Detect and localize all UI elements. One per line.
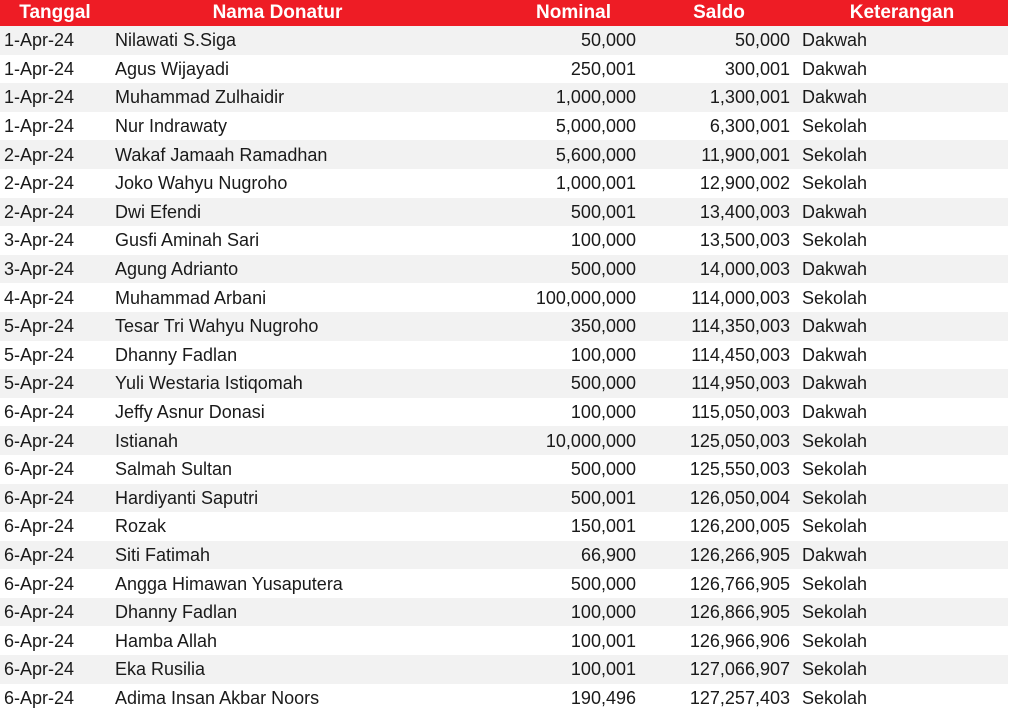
cell-nama-donatur[interactable]: Nur Indrawaty: [115, 116, 228, 137]
cell-tanggal[interactable]: 3-Apr-24: [4, 230, 75, 251]
cell-tanggal[interactable]: 6-Apr-24: [4, 687, 75, 708]
table-row: [0, 283, 1008, 312]
cell-tanggal[interactable]: 5-Apr-24: [4, 316, 75, 337]
table-header: [0, 0, 1008, 26]
cell-nama-donatur[interactable]: Rozak: [115, 516, 167, 537]
cell-nominal[interactable]: 500,001: [570, 487, 636, 508]
cell-nama-donatur[interactable]: Tesar Tri Wahyu Nugroho: [115, 316, 319, 337]
cell-tanggal[interactable]: 6-Apr-24: [4, 630, 75, 651]
cell-keterangan[interactable]: Dakwah: [802, 30, 868, 51]
cell-keterangan[interactable]: Sekolah: [802, 287, 868, 308]
cell-nama-donatur[interactable]: Dwi Efendi: [115, 201, 202, 222]
cell-nama-donatur[interactable]: Hardiyanti Saputri: [115, 487, 259, 508]
table-row: [0, 569, 1008, 598]
cell-saldo[interactable]: 126,866,905: [689, 602, 790, 623]
cell-saldo[interactable]: 114,950,003: [691, 373, 790, 394]
cell-keterangan[interactable]: Dakwah: [802, 344, 868, 365]
cell-keterangan[interactable]: Sekolah: [802, 659, 868, 680]
cell-keterangan[interactable]: Sekolah: [802, 116, 868, 137]
cell-keterangan[interactable]: Sekolah: [802, 687, 868, 708]
table-row: [0, 198, 1008, 227]
cell-nominal[interactable]: 500,001: [570, 201, 636, 222]
cell-tanggal[interactable]: 1-Apr-24: [4, 58, 75, 79]
cell-keterangan[interactable]: Dakwah: [802, 544, 868, 565]
cell-tanggal[interactable]: 1-Apr-24: [4, 116, 75, 137]
cell-nama-donatur[interactable]: Siti Fatimah: [115, 544, 211, 565]
table-row: [0, 598, 1008, 627]
cell-nominal[interactable]: 250,001: [570, 58, 636, 79]
table-row: [0, 484, 1008, 513]
cell-nama-donatur[interactable]: Eka Rusilia: [115, 659, 206, 680]
cell-nama-donatur[interactable]: Angga Himawan Yusaputera: [115, 573, 343, 594]
table-row: [0, 83, 1008, 112]
cell-saldo[interactable]: 125,050,003: [689, 430, 790, 451]
cell-tanggal[interactable]: 6-Apr-24: [4, 544, 75, 565]
table-row: [0, 455, 1008, 484]
cell-nama-donatur[interactable]: Salmah Sultan: [115, 459, 233, 480]
table-row: [0, 684, 1008, 713]
table-row: [0, 398, 1008, 427]
cell-tanggal[interactable]: 4-Apr-24: [4, 287, 75, 308]
table-row: [0, 55, 1008, 84]
cell-nominal[interactable]: 100,000: [570, 344, 636, 365]
cell-saldo[interactable]: 13,400,003: [699, 201, 790, 222]
cell-keterangan[interactable]: Dakwah: [802, 373, 868, 394]
cell-nominal[interactable]: 100,000: [570, 402, 636, 423]
cell-keterangan[interactable]: Sekolah: [802, 602, 868, 623]
cell-keterangan[interactable]: Dakwah: [802, 201, 868, 222]
table-row: [0, 226, 1008, 255]
cell-nominal[interactable]: 66,900: [580, 544, 636, 565]
cell-nominal[interactable]: 350,000: [570, 316, 636, 337]
cell-tanggal[interactable]: 1-Apr-24: [4, 87, 75, 108]
cell-tanggal[interactable]: 6-Apr-24: [4, 516, 75, 537]
cell-nama-donatur[interactable]: Jeffy Asnur Donasi: [115, 402, 265, 423]
cell-saldo[interactable]: 126,050,004: [689, 487, 790, 508]
cell-nama-donatur[interactable]: Yuli Westaria Istiqomah: [115, 373, 303, 394]
cell-saldo[interactable]: 114,000,003: [691, 287, 790, 308]
cell-keterangan[interactable]: Sekolah: [802, 459, 868, 480]
cell-tanggal[interactable]: 1-Apr-24: [4, 30, 75, 51]
cell-nominal[interactable]: 1,000,000: [555, 87, 636, 108]
cell-tanggal[interactable]: 5-Apr-24: [4, 373, 75, 394]
cell-nama-donatur[interactable]: Hamba Allah: [115, 630, 218, 651]
table-row: [0, 26, 1008, 55]
cell-keterangan[interactable]: Sekolah: [802, 630, 868, 651]
cell-tanggal[interactable]: 6-Apr-24: [4, 659, 75, 680]
cell-saldo[interactable]: 114,350,003: [691, 316, 790, 337]
cell-keterangan[interactable]: Sekolah: [802, 144, 868, 165]
cell-keterangan[interactable]: Sekolah: [802, 573, 868, 594]
cell-tanggal[interactable]: 6-Apr-24: [4, 459, 75, 480]
cell-nominal[interactable]: 500,000: [570, 259, 636, 280]
table-row: [0, 255, 1008, 284]
cell-saldo[interactable]: 14,000,003: [699, 259, 790, 280]
cell-tanggal[interactable]: 6-Apr-24: [4, 487, 75, 508]
header-nominal[interactable]: Nominal: [536, 2, 611, 23]
cell-tanggal[interactable]: 6-Apr-24: [4, 430, 75, 451]
cell-nama-donatur[interactable]: Gusfi Aminah Sari: [115, 230, 260, 251]
cell-nominal[interactable]: 1,000,001: [555, 173, 636, 194]
cell-nominal[interactable]: 150,001: [570, 516, 636, 537]
cell-nominal[interactable]: 100,001: [570, 630, 636, 651]
table-body: [0, 26, 1008, 712]
header-saldo[interactable]: Saldo: [693, 2, 745, 23]
table-row: [0, 512, 1008, 541]
cell-saldo[interactable]: 11,900,001: [701, 144, 790, 165]
cell-nominal[interactable]: 100,000,000: [535, 287, 636, 308]
cell-nama-donatur[interactable]: Wakaf Jamaah Ramadhan: [115, 144, 328, 165]
header-keterangan[interactable]: Keterangan: [849, 2, 955, 23]
cell-nominal[interactable]: 100,001: [570, 659, 636, 680]
cell-tanggal[interactable]: 6-Apr-24: [4, 402, 75, 423]
table-row: [0, 655, 1008, 684]
cell-nama-donatur[interactable]: Istianah: [115, 430, 179, 451]
cell-saldo[interactable]: 6,300,001: [709, 116, 790, 137]
cell-tanggal[interactable]: 3-Apr-24: [4, 259, 75, 280]
cell-saldo[interactable]: 126,200,005: [689, 516, 790, 537]
cell-nama-donatur[interactable]: Agus Wijayadi: [115, 58, 230, 79]
header-tanggal[interactable]: Tanggal: [19, 2, 91, 23]
cell-keterangan[interactable]: Dakwah: [802, 259, 868, 280]
cell-keterangan[interactable]: Sekolah: [802, 516, 868, 537]
table-row: [0, 426, 1008, 455]
cell-nominal[interactable]: 100,000: [570, 230, 636, 251]
cell-keterangan[interactable]: Dakwah: [802, 87, 868, 108]
cell-nominal[interactable]: 500,000: [570, 373, 636, 394]
cell-saldo[interactable]: 127,257,403: [689, 687, 790, 708]
cell-saldo[interactable]: 127,066,907: [689, 659, 790, 680]
cell-saldo[interactable]: 300,001: [724, 58, 790, 79]
table-row: [0, 341, 1008, 370]
cell-tanggal[interactable]: 5-Apr-24: [4, 344, 75, 365]
table-row: [0, 112, 1008, 141]
cell-tanggal[interactable]: 2-Apr-24: [4, 201, 75, 222]
table-row: [0, 169, 1008, 198]
cell-nama-donatur[interactable]: Joko Wahyu Nugroho: [115, 173, 288, 194]
cell-saldo[interactable]: 1,300,001: [709, 87, 790, 108]
header-nama-donatur[interactable]: Nama Donatur: [212, 2, 343, 23]
cell-nama-donatur[interactable]: Nilawati S.Siga: [115, 30, 237, 51]
cell-nominal[interactable]: 5,600,000: [555, 144, 636, 165]
cell-nama-donatur[interactable]: Muhammad Arbani: [115, 287, 267, 308]
cell-nama-donatur[interactable]: Dhanny Fadlan: [115, 344, 238, 365]
table-row: [0, 369, 1008, 398]
cell-keterangan[interactable]: Sekolah: [802, 487, 868, 508]
cell-saldo[interactable]: 50,000: [734, 30, 790, 51]
cell-saldo[interactable]: 115,050,003: [691, 402, 790, 423]
cell-keterangan[interactable]: Dakwah: [802, 58, 868, 79]
table-row: [0, 312, 1008, 341]
table-row: [0, 541, 1008, 570]
cell-nominal[interactable]: 500,000: [570, 573, 636, 594]
cell-saldo[interactable]: 125,550,003: [689, 459, 790, 480]
cell-tanggal[interactable]: 2-Apr-24: [4, 144, 75, 165]
cell-nominal[interactable]: 5,000,000: [555, 116, 636, 137]
cell-nama-donatur[interactable]: Muhammad Zulhaidir: [115, 87, 285, 108]
table-row: [0, 140, 1008, 169]
cell-nama-donatur[interactable]: Agung Adrianto: [115, 259, 239, 280]
table-row: [0, 626, 1008, 655]
cell-keterangan[interactable]: Sekolah: [802, 430, 868, 451]
cell-nominal[interactable]: 190,496: [570, 687, 636, 708]
cell-keterangan[interactable]: Dakwah: [802, 402, 868, 423]
cell-nominal[interactable]: 10,000,000: [545, 430, 636, 451]
cell-saldo[interactable]: 114,450,003: [691, 344, 790, 365]
cell-nominal[interactable]: 50,000: [580, 30, 636, 51]
cell-nama-donatur[interactable]: Dhanny Fadlan: [115, 602, 238, 623]
cell-tanggal[interactable]: 6-Apr-24: [4, 602, 75, 623]
cell-tanggal[interactable]: 6-Apr-24: [4, 573, 75, 594]
cell-saldo[interactable]: 12,900,002: [699, 173, 790, 194]
cell-keterangan[interactable]: Sekolah: [802, 230, 868, 251]
cell-nominal[interactable]: 500,000: [570, 459, 636, 480]
cell-nominal[interactable]: 100,000: [570, 602, 636, 623]
cell-keterangan[interactable]: Dakwah: [802, 316, 868, 337]
cell-keterangan[interactable]: Sekolah: [802, 173, 868, 194]
cell-saldo[interactable]: 13,500,003: [699, 230, 790, 251]
cell-saldo[interactable]: 126,766,905: [689, 573, 790, 594]
cell-nama-donatur[interactable]: Adima Insan Akbar Noors: [115, 687, 320, 708]
cell-saldo[interactable]: 126,266,905: [689, 544, 790, 565]
cell-saldo[interactable]: 126,966,906: [689, 630, 790, 651]
cell-tanggal[interactable]: 2-Apr-24: [4, 173, 75, 194]
